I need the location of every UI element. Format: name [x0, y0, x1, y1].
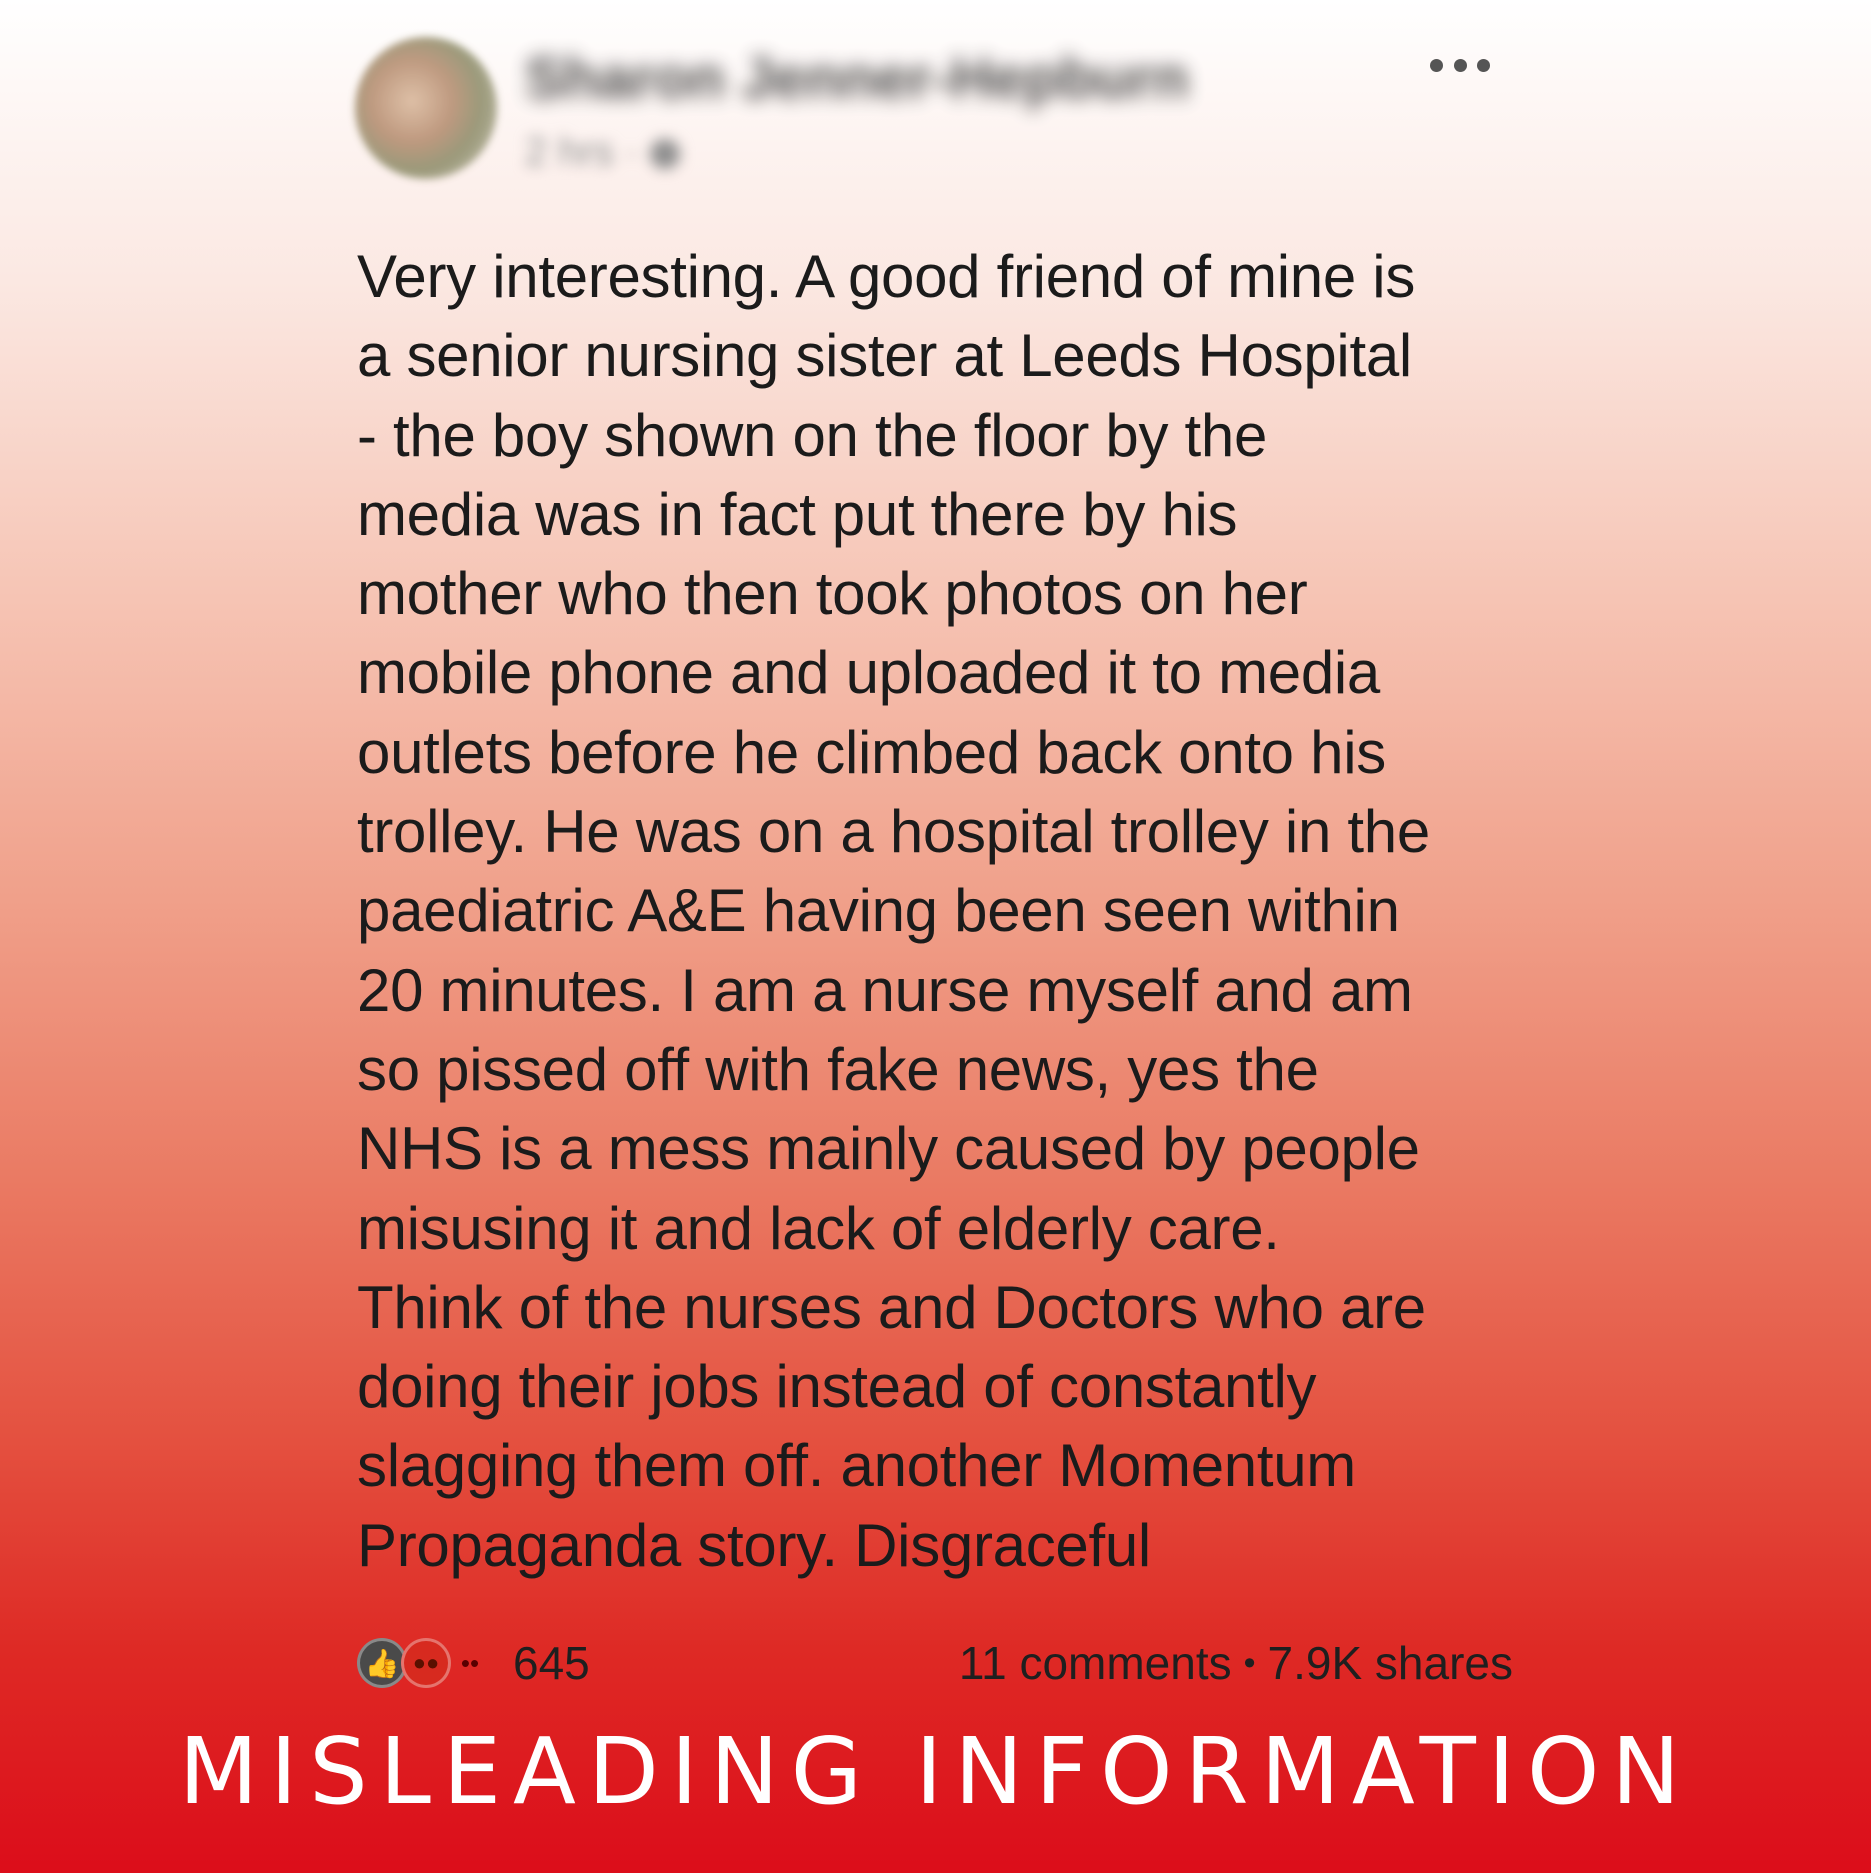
misleading-information-banner: MISLEADING INFORMATION	[178, 1718, 1693, 1825]
reactions-summary[interactable]	[357, 1635, 590, 1691]
wow-icon: ••	[460, 1647, 480, 1678]
engagement-stats	[959, 1635, 1513, 1691]
angry-icon: ●●	[401, 1638, 451, 1688]
like-icon: 👍	[357, 1638, 407, 1688]
globe-icon	[650, 139, 680, 169]
post-time: 2 hrs ·	[525, 130, 639, 174]
separator: •	[1243, 1643, 1256, 1682]
author-name[interactable]: Sharon Jenner-Hepburn	[525, 46, 1189, 111]
post-timestamp	[525, 130, 680, 175]
avatar[interactable]	[355, 37, 497, 179]
reaction-count: 645	[513, 1637, 590, 1689]
more-options-icon[interactable]	[1430, 50, 1490, 80]
comments-link[interactable]: 11 comments	[958, 1637, 1232, 1689]
shares-link[interactable]: 7.9K shares	[1267, 1637, 1513, 1689]
post-body: Very interesting. A good friend of mine is a senior nursing sister at Leeds Hospital - the boy shown on the floor by the media was in fact put there by his mother who then took photos on her mobile phone and uploaded it to media outlets before he climbed back onto his trolley. He was on a hospital trolley in the paediatric A&E having been seen within 20 minutes. I am a nurse myself and am so pissed off with fake news, yes the NHS is a mess mainly caused by people misusing it and lack of elderly care. Think of the nurses and Doctors who are doing their jobs instead of constantly slagging them off. another Momentum Propaganda story. Disgraceful	[357, 243, 1430, 1579]
